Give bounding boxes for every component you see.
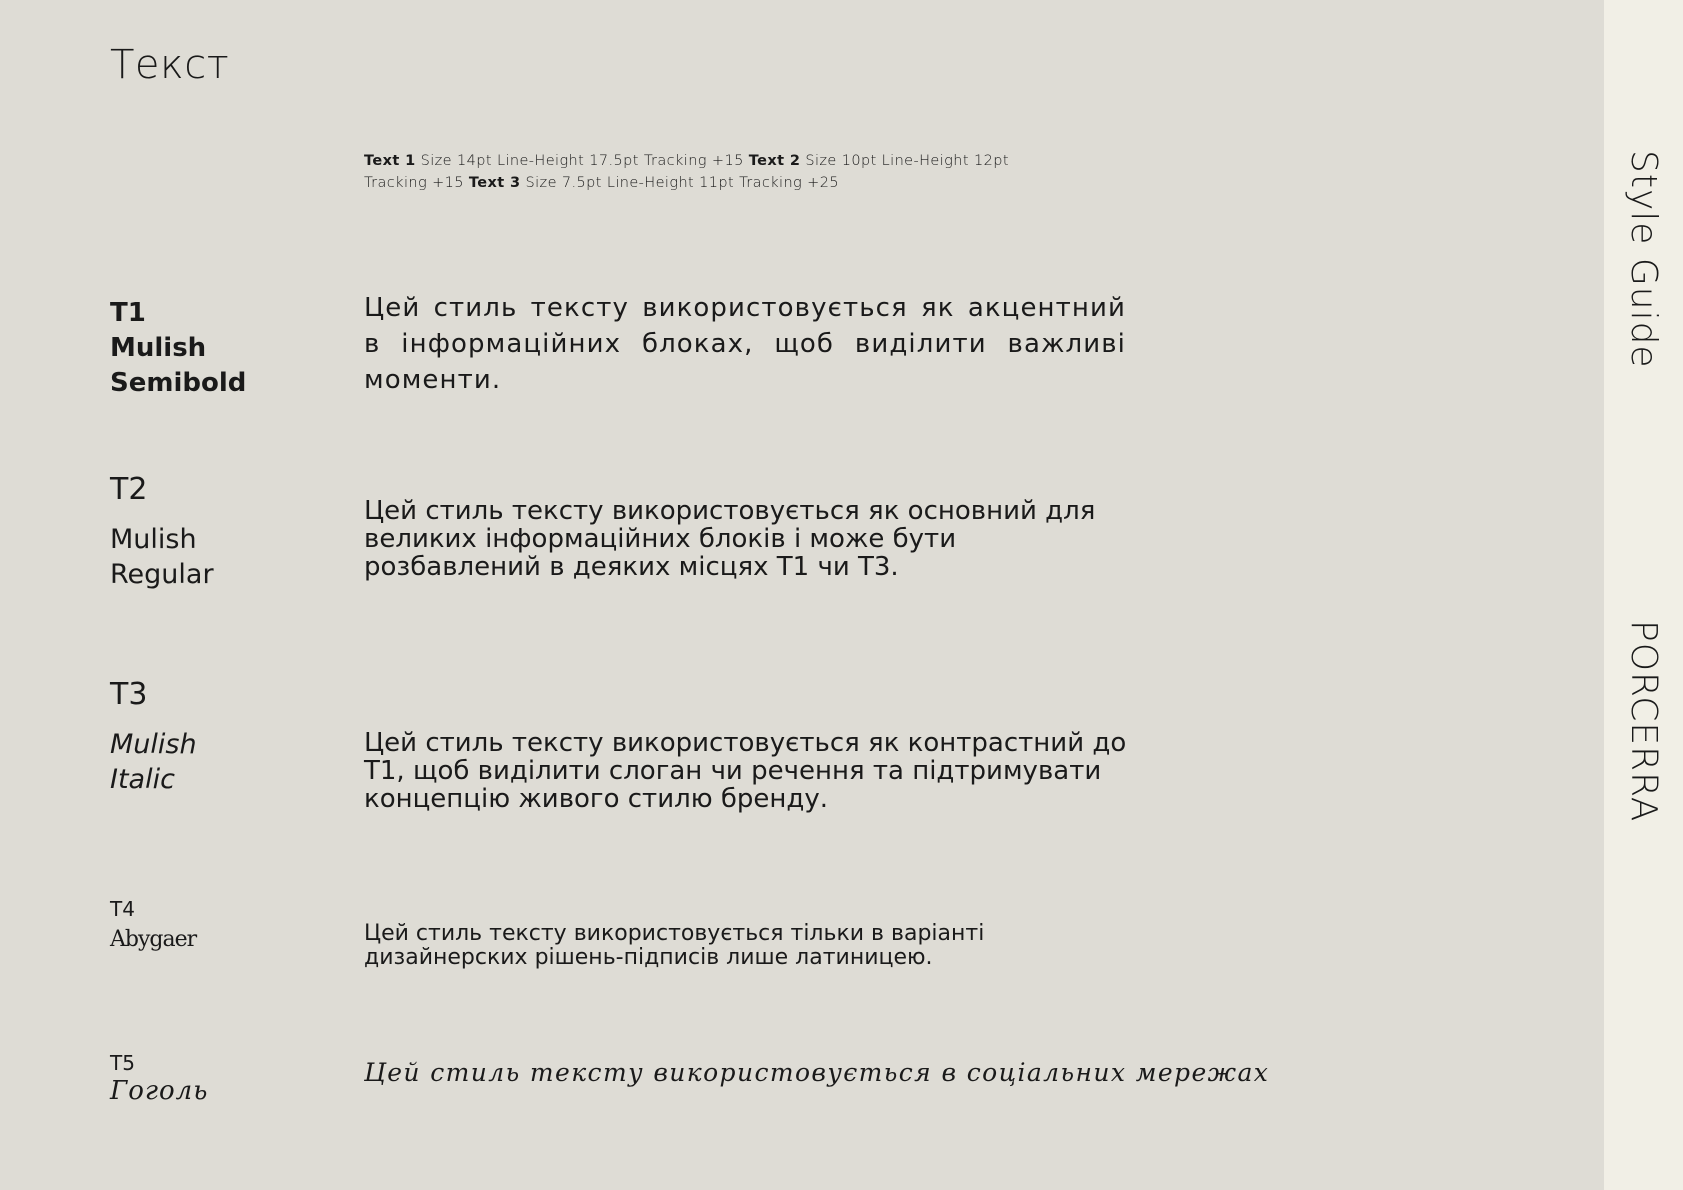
- sidebar: [1604, 0, 1683, 1190]
- t1-description: Цей стиль тексту використовується як акцентний в інформаційних блоках, щоб виділити важливі моменти.: [364, 293, 1126, 395]
- spec-t1-details: Size 14pt Line-Height 17.5pt Tracking +15: [415, 153, 749, 169]
- t3-font-family: Mulish: [110, 729, 197, 760]
- t3-label: [110, 675, 197, 797]
- t2-font-family: Mulish: [110, 524, 197, 555]
- t5-code: T5: [110, 1051, 135, 1075]
- t5-description: Цей стиль тексту використовується в соціальних мережах: [364, 1058, 1270, 1087]
- t4-font-name: Abygaer: [110, 927, 197, 952]
- spec-t2-details: Size 10pt Line-Height 12pt Tracking +15: [364, 153, 1009, 191]
- sidebar-brand: PORCERRA: [1623, 620, 1664, 823]
- t2-description: Цей стиль тексту використовується як основний для великих інформаційних блоків і може бути розбавлений в деяких місцях Т1 чи Т3.: [364, 496, 1096, 582]
- t2-code: T2: [110, 472, 148, 507]
- spec-t1-label: Text 1: [364, 153, 416, 169]
- t3-font-style: Italic: [110, 764, 175, 795]
- t1-font-family: Mulish: [110, 333, 207, 363]
- t2-font-weight: Regular: [110, 559, 214, 590]
- t4-label: [110, 896, 196, 954]
- page-title: Текст: [110, 42, 230, 88]
- t4-code: T4: [110, 897, 135, 921]
- spec-t2-label: Text 2: [748, 153, 801, 169]
- t2-label: [110, 470, 214, 592]
- spec-t3-details: Size 7.5pt Line-Height 11pt Tracking +25: [520, 175, 839, 191]
- spec-t3-label: Text 3: [468, 175, 521, 191]
- t3-description: Цей стиль тексту використовується як контрастний до Т1, щоб виділити слоган чи речення та підтримувати концепцію живого стилю бренду.: [364, 728, 1127, 814]
- t3-code: T3: [110, 677, 148, 712]
- t1-code: T1: [110, 298, 146, 328]
- sidebar-style-guide: Style Guide: [1623, 150, 1664, 369]
- t5-label: [110, 1050, 208, 1106]
- type-spec: [364, 150, 1024, 194]
- t1-font-weight: Semibold: [110, 368, 247, 398]
- t1-label: [110, 296, 246, 401]
- t4-description: Цей стиль тексту використовується тільки в варіанті дизайнерских рішень-підписів лише латиницею.: [364, 921, 985, 970]
- t5-font-name: Гоголь: [110, 1076, 209, 1106]
